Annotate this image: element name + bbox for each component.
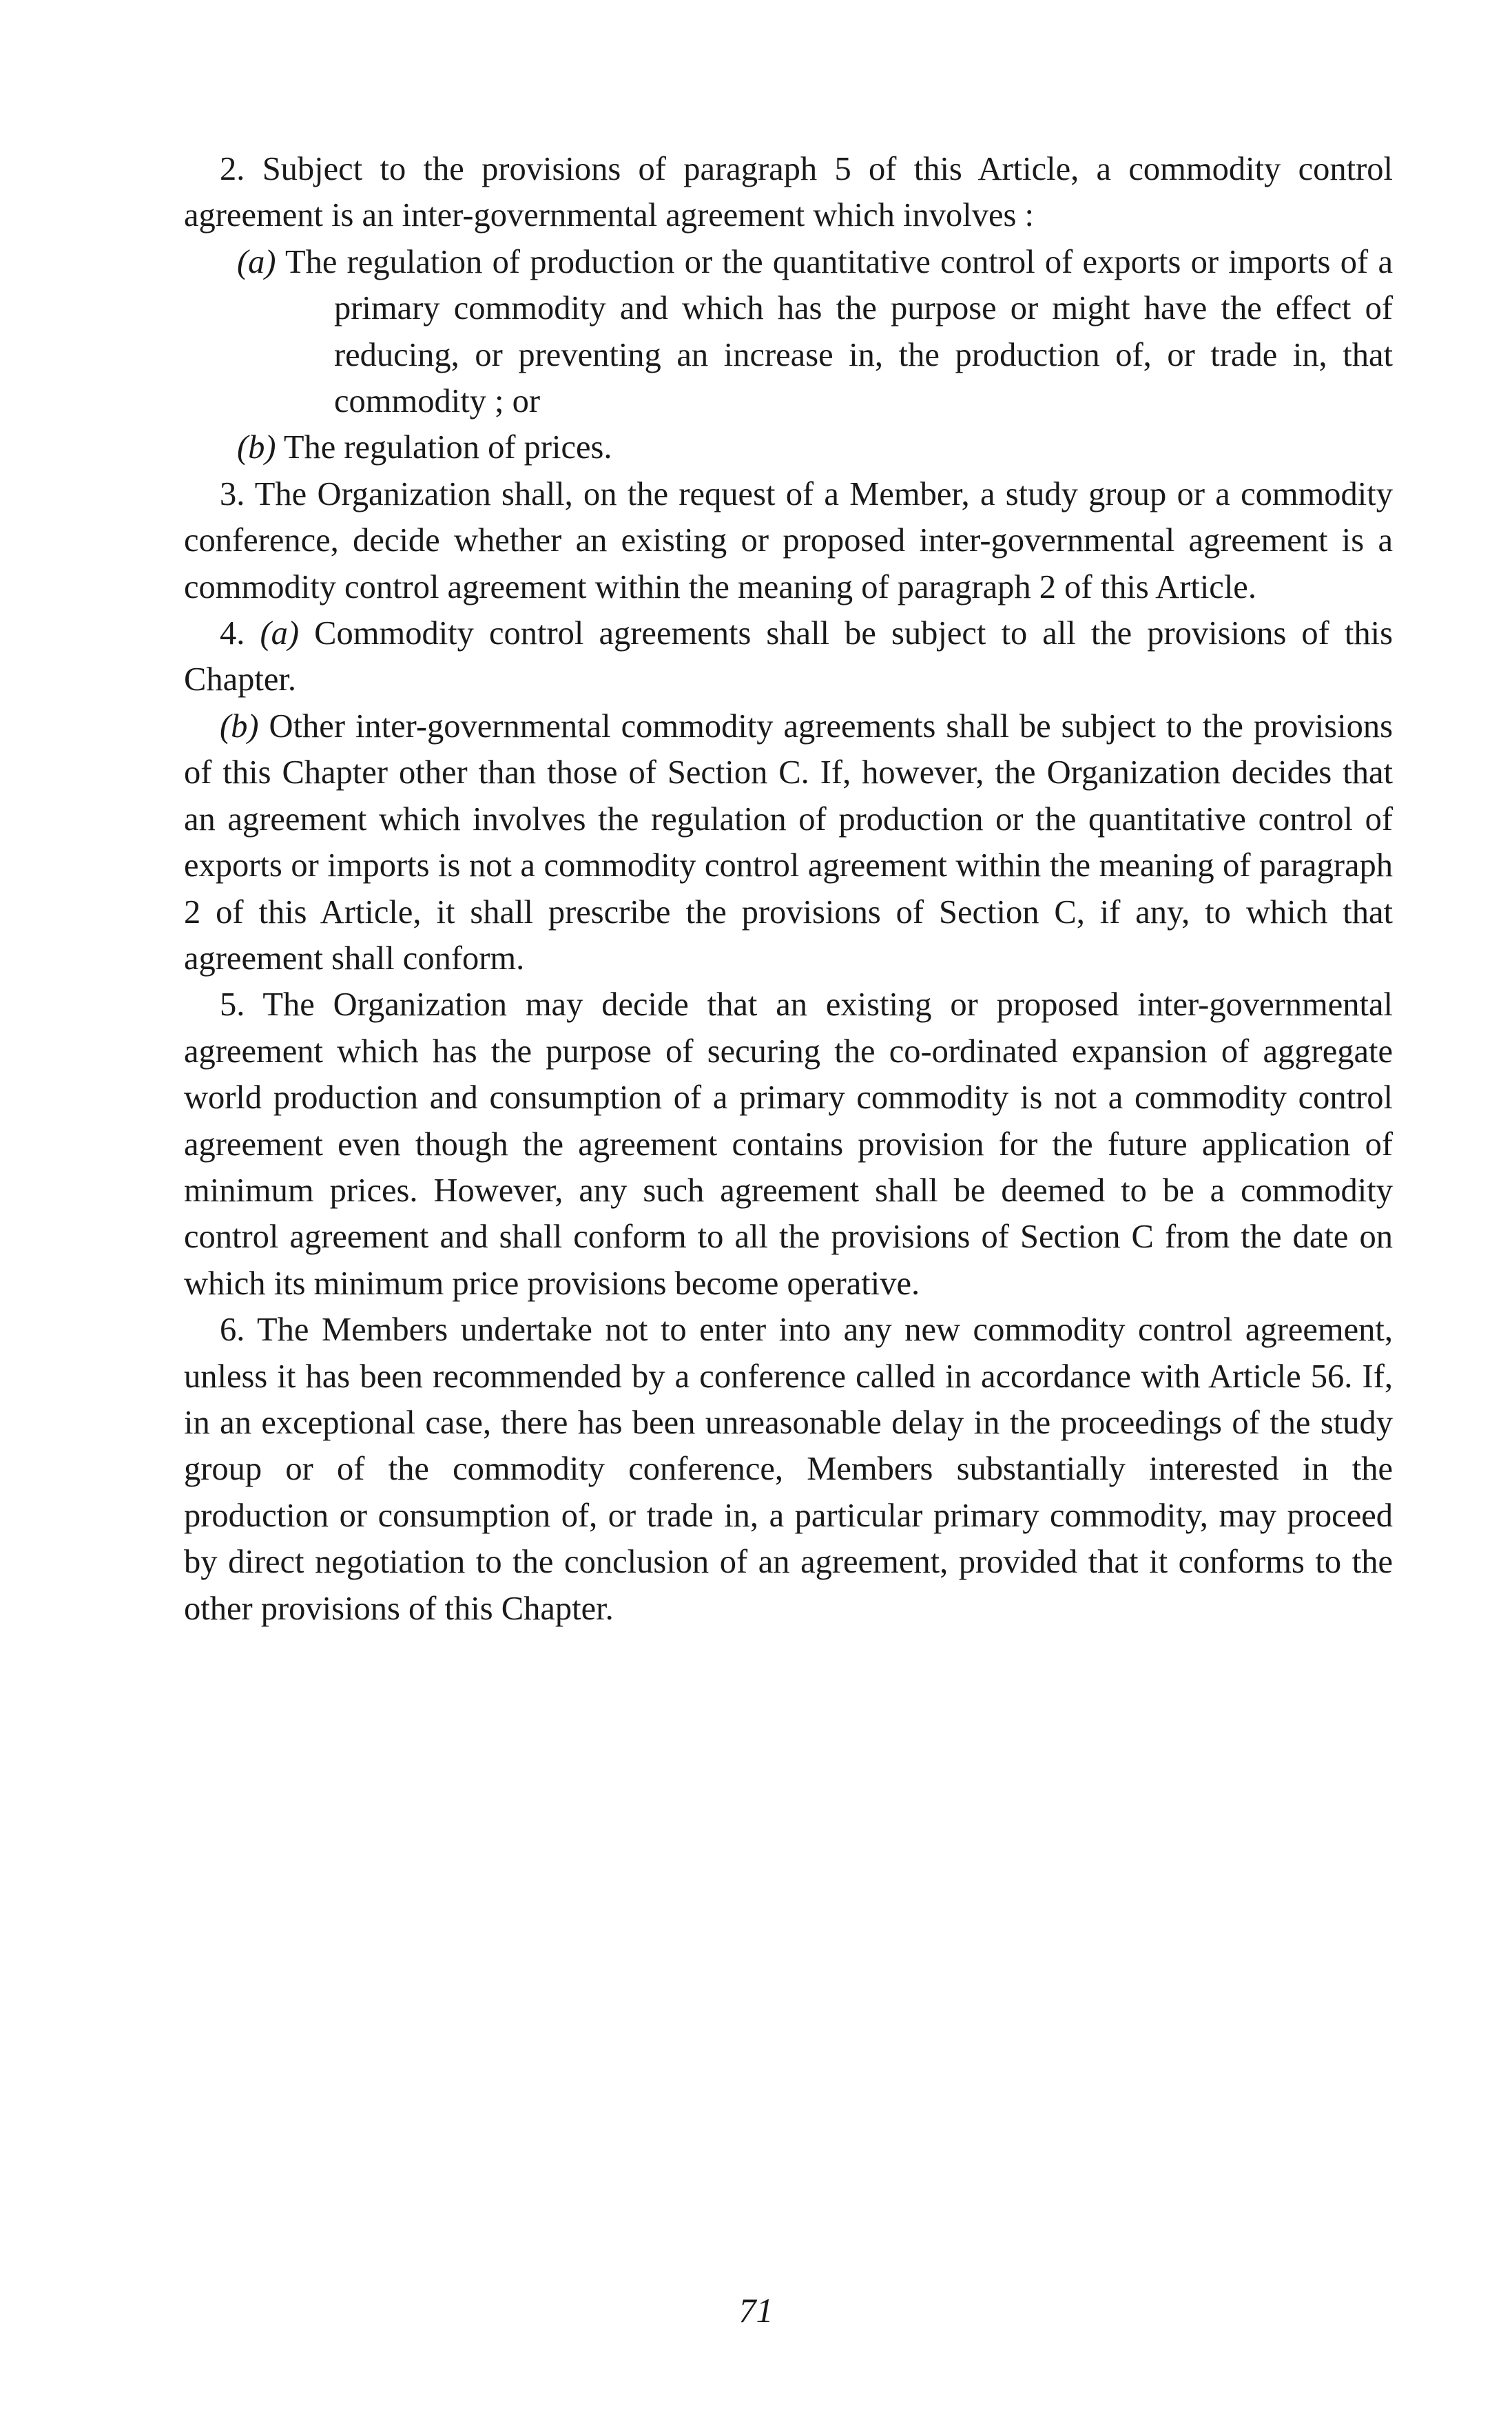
subclause-text: The regulation of prices.: [283, 429, 612, 466]
paragraph-number: 4.: [220, 615, 245, 652]
paragraph-text: The Organization shall, on the request of a Member, a study group or a commodity conference, decide whether an existing or proposed inter-governmental agreement is a commodity control agreement within the meaning of paragraph 2 of this Article.: [184, 475, 1393, 605]
paragraph-text: The Members undertake not to enter into any new commodity control agreement, unless it has been recommended by a conference called in accordance with Article 56. If, in an exceptional case, there has been unreasonable delay in the proceedings of the study group or of the commodity conference, Members substantially interested in the production or consumption of, or trade in, a particular primary commodity, may proceed by direct negotiation to the conclusion of an agreement, provided that it conforms to the other provisions of this Chapter.: [184, 1312, 1394, 1627]
paragraph-number: 5.: [220, 986, 245, 1024]
paragraph-2-subclause-b: [184, 424, 1393, 470]
paragraph-number: 6.: [220, 1312, 245, 1349]
paragraph-3: [184, 471, 1393, 610]
paragraph-number: 2.: [220, 151, 245, 187]
page-number: 71: [738, 2291, 774, 2330]
paragraph-6: [184, 1307, 1393, 1632]
paragraph-2: [184, 146, 1393, 239]
paragraph-5: [184, 982, 1393, 1307]
subclause-text: The regulation of production or the quantitative control of exports or imports of a primary commodity and which has the purpose or might have the effect of reducing, or preventing an increase in, the production of, or trade in, that commodity ; or: [284, 243, 1394, 420]
subclause-label: (b): [220, 707, 259, 745]
paragraph-4-subclause-a: [184, 610, 1393, 703]
paragraph-text: The Organization may decide that an existing or proposed inter-governmental agreement which has the purpose of securing the co-ordinated expansion of aggregate world production and consumption of a primary commodity is not a commodity control agreement even though the agreement contains provision for the future application of minimum prices. However, any such agreement shall be deemed to be a commodity control agreement and shall conform to all the provisions of Section C from the date on which its minimum price provisions become operative.: [184, 986, 1393, 1302]
paragraph-2-subclause-a: [184, 239, 1393, 425]
subclause-text: Other inter-governmental commodity agreements shall be subject to the provisions of this Chapter other than those of Section C. If, however, the Organization decides that an agreement which involves the regulation of production or the quantitative control of exports or imports is not a commodity control agreement within the meaning of paragraph 2 of this Article, it shall prescribe the provisions of Section C, if any, to which that agreement shall conform.: [184, 707, 1394, 977]
paragraph-4-subclause-b: [184, 703, 1393, 982]
subclause-text: Commodity control agreements shall be subject to all the provisions of this Chapter.: [184, 615, 1394, 698]
paragraph-number: 3.: [220, 475, 245, 512]
subclause-label: (a): [260, 615, 300, 652]
article-text: [184, 146, 1393, 1632]
paragraph-text: Subject to the provisions of paragraph 5 of this Article, a commodity control agreement is an inter-governmental agreement which involves :: [184, 151, 1394, 234]
subclause-label: (b): [237, 429, 276, 466]
subclause-label: (a): [237, 243, 276, 280]
